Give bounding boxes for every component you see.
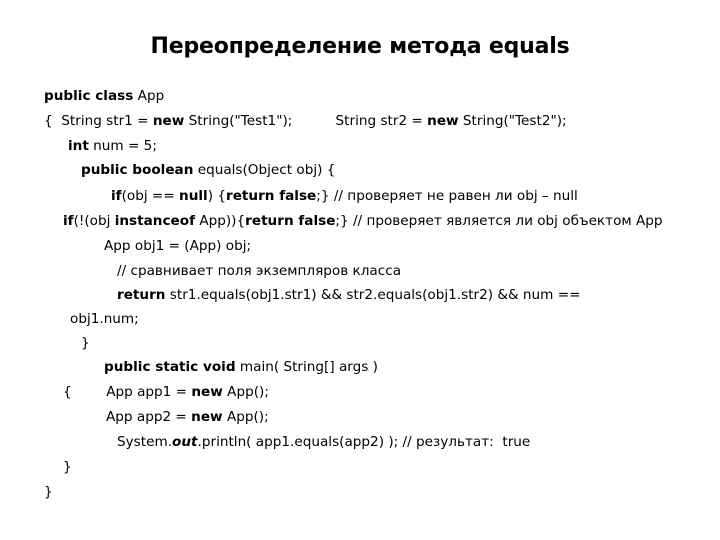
code-text: }	[44, 484, 53, 500]
code-text: App obj1 = (App) obj;	[104, 238, 252, 254]
code-text: str1.equals(obj1.str1) && str2.equals(obj1.str2) && num ==	[165, 287, 581, 303]
code-keyword: new	[152, 113, 185, 129]
code-text: equals(Object obj) {	[193, 162, 336, 178]
code-text: num = 5;	[88, 138, 157, 154]
code-line	[104, 238, 251, 254]
code-text: System.	[117, 434, 173, 450]
code-text: App app2 =	[106, 409, 192, 425]
code-text: // сравнивает поля экземпляров класса	[117, 263, 402, 279]
code-text: }	[81, 335, 90, 351]
code-line	[63, 459, 72, 475]
code-keyword: return false	[245, 213, 336, 229]
code-keyword: if	[63, 213, 74, 229]
code-line	[68, 138, 157, 154]
code-line	[117, 287, 581, 303]
code-line	[117, 434, 530, 450]
code-line	[63, 213, 663, 229]
code-line	[117, 263, 401, 279]
code-text: (obj ==	[121, 188, 180, 204]
code-keyword: null	[179, 188, 208, 204]
code-keyword: int	[68, 138, 89, 154]
code-text: String("Test1"); String str2 =	[184, 113, 428, 129]
code-keyword: instanceof	[114, 213, 195, 229]
code-text: }	[63, 459, 72, 475]
code-keyword: public boolean	[81, 162, 194, 178]
code-line	[44, 113, 567, 129]
code-field: out	[172, 434, 198, 450]
code-text: { App app1 =	[63, 384, 192, 400]
code-keyword: new	[191, 384, 223, 400]
code-keyword: public class	[44, 88, 134, 104]
code-text: obj1.num;	[70, 311, 139, 327]
code-line	[81, 162, 335, 178]
code-text: String("Test2");	[458, 113, 567, 129]
code-text: App)){	[195, 213, 246, 229]
code-line	[104, 359, 378, 375]
code-text: (!(obj	[73, 213, 115, 229]
code-text: { String str1 =	[44, 113, 153, 129]
code-line	[63, 384, 269, 400]
code-text: ;} // проверяет не равен ли obj – null	[316, 188, 578, 204]
code-text: App();	[222, 409, 269, 425]
code-keyword: if	[111, 188, 122, 204]
code-line	[106, 409, 269, 425]
code-text: .println( app1.equals(app2) ); // результат: true	[197, 434, 531, 450]
code-keyword: public static void	[104, 359, 236, 375]
code-line	[44, 88, 164, 104]
code-text: main( String[] args )	[235, 359, 378, 375]
code-line	[81, 335, 90, 351]
code-line	[44, 484, 53, 500]
code-text: ;} // проверяет является ли obj объектом App	[335, 213, 663, 229]
code-keyword: new	[191, 409, 223, 425]
code-keyword: return	[117, 287, 166, 303]
code-line	[70, 311, 139, 327]
slide-title: Переопределение метода equals	[150, 34, 570, 59]
code-line	[111, 188, 578, 204]
code-text: App();	[222, 384, 269, 400]
code-keyword: return false	[226, 188, 317, 204]
code-text: App	[133, 88, 165, 104]
code-keyword: new	[427, 113, 459, 129]
code-text: ) {	[207, 188, 226, 204]
